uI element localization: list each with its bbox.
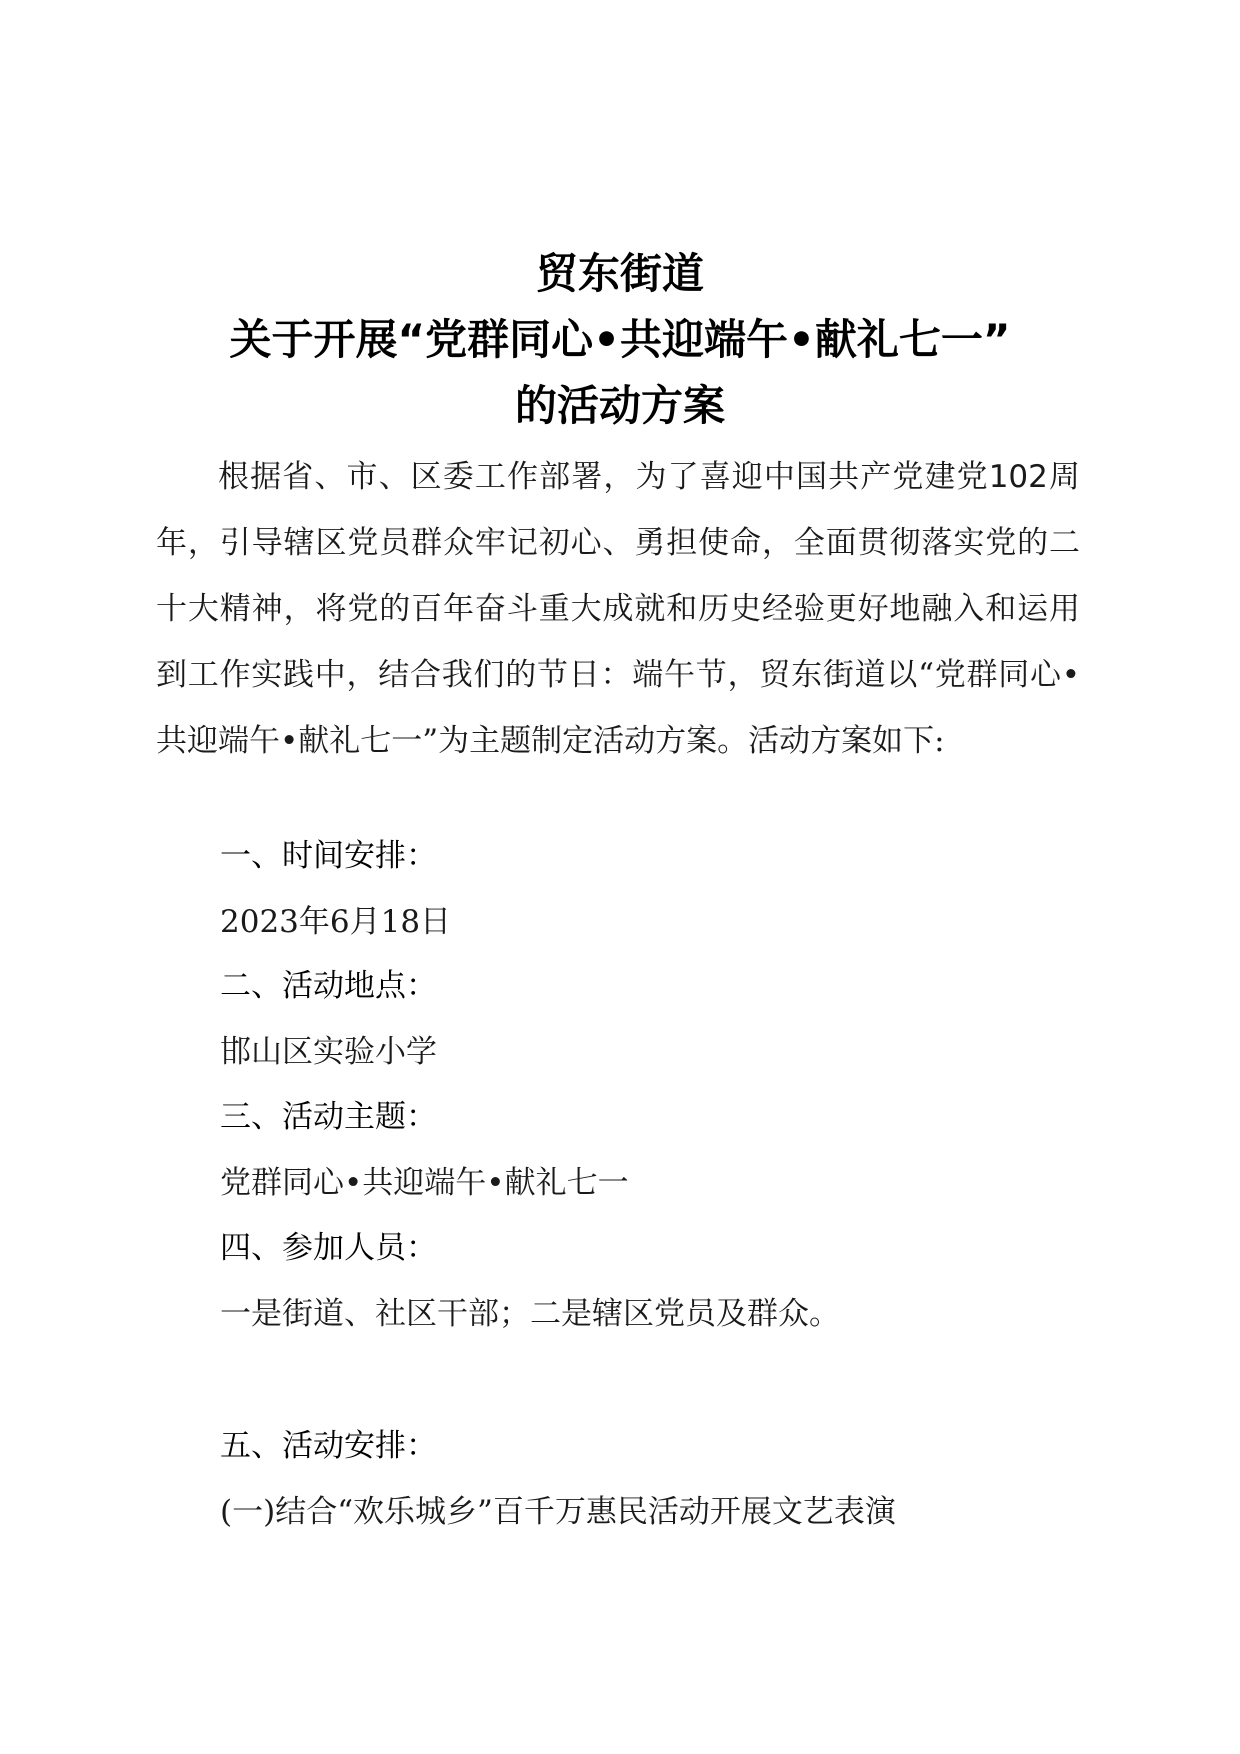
- section-5-content: (一)结合“欢乐城乡”百千万惠民活动开展文艺表演: [220, 1494, 896, 1530]
- section-1-content: 2023年6月18日: [220, 904, 452, 940]
- intro-paragraph-part-2: 全面贯彻落实党的二十大精神，将党的百年奋斗重大成就和历史经验更好地融入和运用到工作实践中，结合我们的节日：端午节，贸东街道以“党群同心•共迎端午•献礼七一”为主题制定活动方案。活动方案如下:: [156, 525, 1081, 759]
- intro-paragraph-part-1: 根据省、市、区委工作部署，为了喜迎中国共产党建党102周年，引导辖区党员群众牢记初心、勇担使命，: [156, 459, 1080, 561]
- section-4-heading: 四、参加人员：: [220, 1230, 437, 1266]
- section-4-content: 一是街道、社区干部；二是辖区党员及群众。: [220, 1296, 840, 1332]
- intro-paragraph: [156, 444, 1080, 774]
- document-title-line-3: 的活动方案: [514, 381, 725, 430]
- section-2-heading: 二、活动地点：: [220, 968, 437, 1004]
- document-title-line-1: 贸东街道: [535, 249, 704, 298]
- section-3-heading: 三、活动主题：: [220, 1099, 437, 1135]
- section-2-content: 邯山区实验小学: [220, 1034, 437, 1070]
- document-title-line-2: 关于开展“党群同心•共迎端午•献礼七一”: [229, 315, 1011, 364]
- section-5-heading: 五、活动安排：: [220, 1428, 437, 1464]
- section-3-content: 党群同心•共迎端午•献礼七一: [220, 1165, 629, 1201]
- section-1-heading: 一、时间安排：: [220, 838, 437, 874]
